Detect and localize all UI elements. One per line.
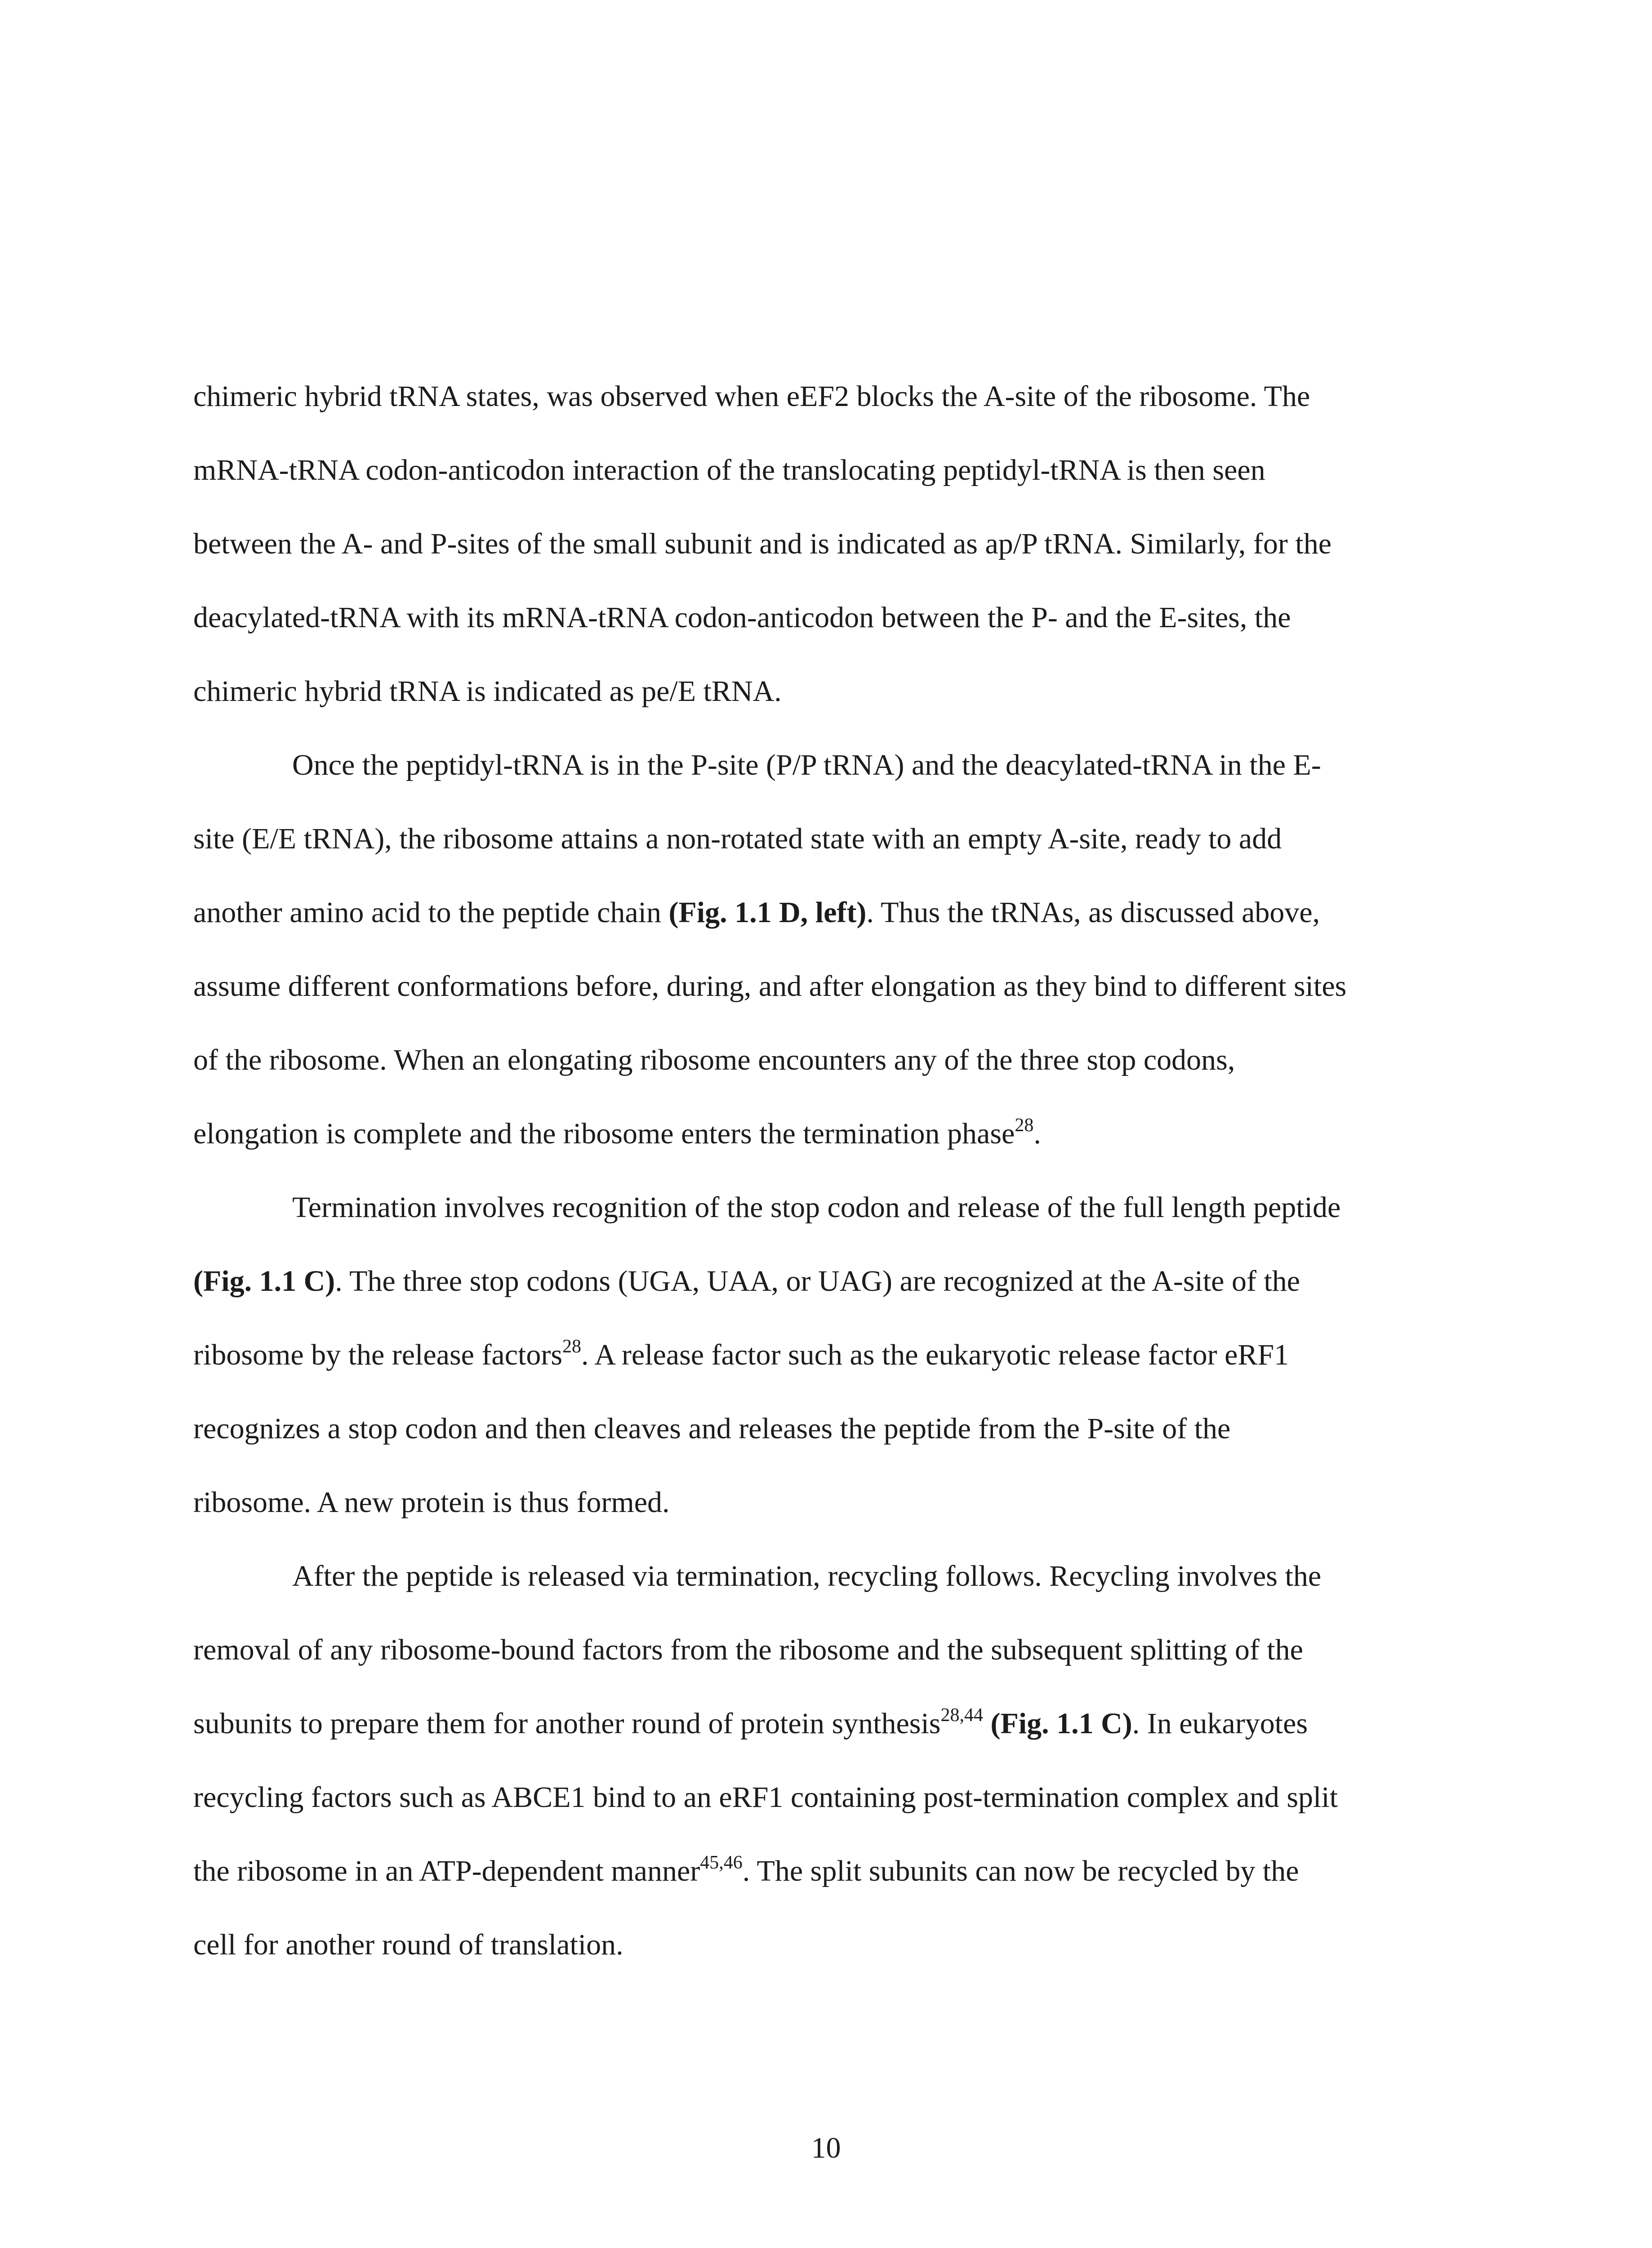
figure-reference: (Fig. 1.1 D, left) — [668, 896, 867, 929]
text-line: Termination involves recognition of the stop codon and release of the full length peptide — [292, 1191, 1341, 1224]
text-line: chimeric hybrid tRNA states, was observed when eEF2 blocks the A-site of the ribosome. The — [193, 380, 1310, 413]
text-line: recognizes a stop codon and then cleaves and releases the peptide from the P-site of the — [193, 1412, 1231, 1445]
citation-superscript: 45,46 — [700, 1852, 743, 1873]
citation-superscript: 28 — [562, 1336, 582, 1357]
text-line: another amino acid to the peptide chain (Fig. 1.1 D, left). Thus the tRNAs, as discussed above, — [193, 896, 1320, 929]
text-line: ribosome by the release factors$^{28}$. A release factor such as the eukaryotic release factor eRF1 — [193, 1336, 1289, 1371]
text-line: (Fig. 1.1 C). The three stop codons (UGA, UAA, or UAG) are recognized at the A-site of the — [193, 1265, 1300, 1298]
text-line: of the ribosome. When an elongating ribosome encounters any of the three stop codons, — [193, 1044, 1235, 1076]
text-line: the ribosome in an ATP-dependent manner$^{45,46}$. The split subunits can now be recycled by the — [193, 1852, 1299, 1887]
text-line: assume different conformations before, during, and after elongation as they bind to different sites — [193, 970, 1347, 1003]
text-line: between the A- and P-sites of the small subunit and is indicated as ap/P tRNA. Similarly, for the — [193, 527, 1332, 560]
text-line: elongation is complete and the ribosome enters the termination phase$^{28}$. — [193, 1115, 1041, 1150]
text-line: removal of any ribosome-bound factors from the ribosome and the subsequent splitting of the — [193, 1633, 1303, 1666]
figure-reference: (Fig. 1.1 C) — [990, 1707, 1132, 1740]
text-line: site (E/E tRNA), the ribosome attains a non-rotated state with an empty A-site, ready to add — [193, 822, 1282, 855]
text-line: ribosome. A new protein is thus formed. — [193, 1486, 670, 1519]
text-line: subunits to prepare them for another round of protein synthesis$^{28,44}$ (Fig. 1.1 C). In eukaryotes — [193, 1705, 1308, 1740]
text-line: mRNA-tRNA codon-anticodon interaction of the translocating peptidyl-tRNA is then seen — [193, 454, 1265, 486]
page-number: 10 — [811, 2132, 841, 2164]
text-line: recycling factors such as ABCE1 bind to an eRF1 containing post-termination complex and split — [193, 1781, 1338, 1814]
text-line: chimeric hybrid tRNA is indicated as pe/E tRNA. — [193, 675, 782, 708]
text-line: After the peptide is released via termination, recycling follows. Recycling involves the — [292, 1560, 1322, 1592]
citation-superscript: 28,44 — [940, 1705, 983, 1726]
body-text — [193, 360, 1465, 1982]
text-line: cell for another round of translation. — [193, 1928, 623, 1961]
text-line: Once the peptidyl-tRNA is in the P-site (P/P tRNA) and the deacylated-tRNA in the E- — [292, 749, 1321, 781]
figure-reference: (Fig. 1.1 C) — [193, 1265, 335, 1298]
text-line: deacylated-tRNA with its mRNA-tRNA codon-anticodon between the P- and the E-sites, the — [193, 601, 1291, 634]
citation-superscript: 28 — [1015, 1115, 1034, 1136]
